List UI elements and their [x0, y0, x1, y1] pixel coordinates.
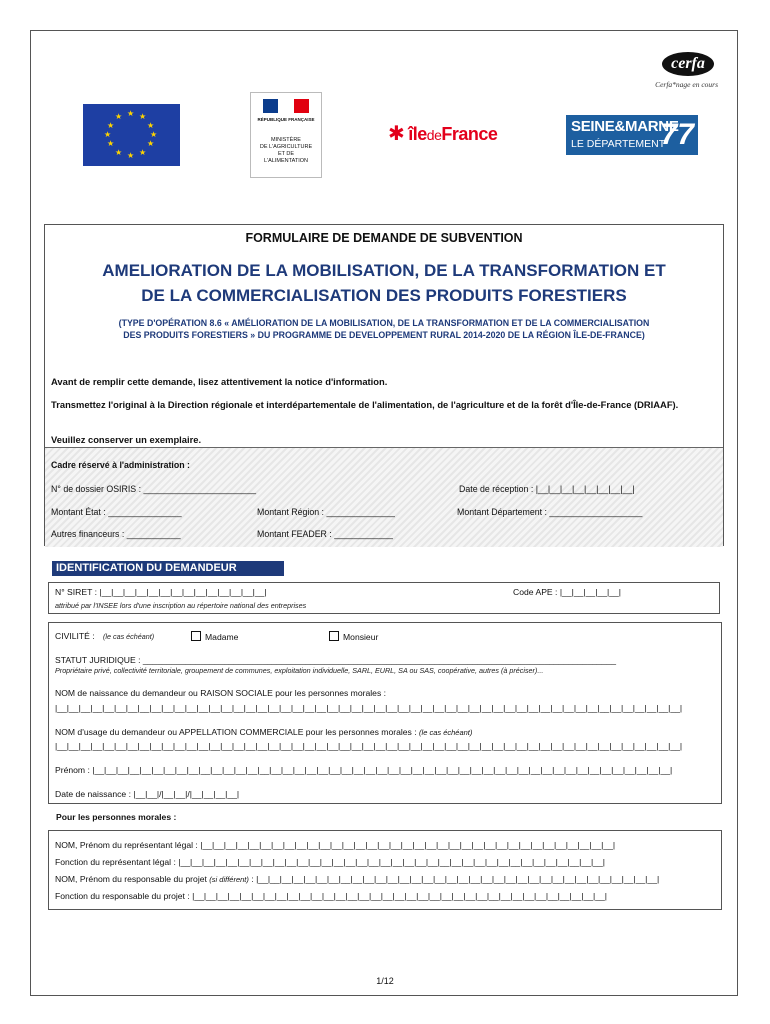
s77-line1: SEINE&MARNE — [571, 118, 679, 135]
subtitle-line2: DES PRODUITS FORESTIERS » DU PROGRAMME DE DEVELOPPEMENT RURAL 2014-2020 DE LA RÉGION ÎLE-DE-FRANCE) — [123, 330, 645, 340]
instruction-send-original: Transmettez l'original à la Direction régionale et interdépartementale de l'alimentation, de l'agriculture et de la forêt d'Île-de-France (DRIAAF). — [51, 399, 679, 410]
ministere-name: MINISTÈRE DE L'AGRICULTURE ET DE L'ALIMENTATION — [259, 137, 313, 164]
admin-montant-region-field[interactable]: Montant Région : ______________ — [257, 507, 395, 517]
ile-de-france-logo — [388, 121, 497, 146]
form-type: FORMULAIRE DE DEMANDE DE SUBVENTION — [245, 231, 523, 245]
main-title — [45, 258, 723, 308]
admin-reserved-box — [45, 447, 723, 547]
nom-usage-label — [55, 727, 472, 737]
responsable-nom-field[interactable] — [55, 874, 715, 884]
demandeur-box — [48, 622, 722, 804]
madame-checkbox-box[interactable] — [191, 631, 201, 641]
responsable-nom-note: (si différent) — [209, 875, 249, 884]
page-number: 1/12 — [376, 976, 394, 986]
admin-montant-etat-field[interactable]: Montant État : _______________ — [51, 507, 182, 517]
s77-number: 77 — [660, 118, 694, 151]
responsable-nom-cells[interactable]: : |__|__|__|__|__|__|__|__|__|__|__|__|__|__|__|__|__|__|__|__|__|__|__|__|__|__|__|__|__|__|__|__|__|__| — [251, 874, 660, 884]
main-title-line1: AMELIORATION DE LA MOBILISATION, DE LA TRANSFORMATION ET — [102, 261, 666, 280]
statut-juridique-note: Propriétaire privé, collectivité territoriale, groupement de communes, exploitation individuelle, SARL, EURL, SA ou SAS, coopérative, autres (à préciser)... — [55, 666, 544, 675]
admin-montant-feader-field[interactable]: Montant FEADER : ____________ — [257, 529, 393, 539]
representant-fonction-field[interactable]: Fonction du représentant légal : |__|__|__|__|__|__|__|__|__|__|__|__|__|__|__|__|__|__|__|__|__|__|__|__|__|__|__|__|__|__|__|__|__|__|__|__| — [55, 857, 605, 867]
instruction-read-notice: Avant de remplir cette demande, lisez attentivement la notice d'information. — [51, 376, 388, 387]
idf-star-icon: ✱ — [388, 123, 405, 145]
admin-dossier-field[interactable]: N° de dossier OSIRIS : _______________________ — [51, 484, 257, 494]
madame-label: Madame — [205, 632, 239, 642]
representant-nom-field[interactable]: NOM, Prénom du représentant légal : |__|__|__|__|__|__|__|__|__|__|__|__|__|__|__|__|__|__|__|__|__|__|__|__|__|__|__|__|__|__|__|__|__|__|__| — [55, 840, 616, 850]
monsieur-checkbox-box[interactable] — [329, 631, 339, 641]
siret-note: attribué par l'INSEE lors d'une inscription au répertoire national des entreprises — [55, 601, 307, 610]
monsieur-checkbox[interactable] — [329, 631, 378, 642]
admin-date-reception-field[interactable]: Date de réception : |__|__|__|__|__|__|__|__| — [459, 484, 635, 494]
responsable-fonction-field[interactable]: Fonction du responsable du projet : |__|__|__|__|__|__|__|__|__|__|__|__|__|__|__|__|__|__|__|__|__|__|__|__|__|__|__|__|__|__|__|__|__|__|__| — [55, 891, 608, 901]
admin-heading: Cadre réservé à l'administration : — [51, 460, 190, 470]
admin-autres-financeurs-field[interactable]: Autres financeurs : ___________ — [51, 529, 181, 539]
eu-flag-logo: ★ ★ ★ ★ ★ ★ ★ ★ ★ ★ ★ ★ — [83, 104, 180, 166]
admin-montant-departement-field[interactable]: Montant Département : ___________________ — [457, 507, 643, 517]
siret-box — [48, 582, 720, 614]
civilite-note: (le cas échéant) — [103, 632, 155, 641]
republique-francaise-label: RÉPUBLIQUE FRANÇAISE — [257, 117, 315, 122]
cerfa-logo: cerfa — [662, 52, 714, 76]
idf-france: France — [441, 124, 498, 144]
nom-usage-cells[interactable]: |__|__|__|__|__|__|__|__|__|__|__|__|__|__|__|__|__|__|__|__|__|__|__|__|__|__|__|__|__|__|__|__|__|__|__|__|__|__|__|__|__|__|__|__|__|__|__|__|__|__|__|__|__| — [55, 741, 683, 751]
monsieur-label: Monsieur — [343, 632, 379, 642]
cerfa-note: Cerfa*nage en cours — [655, 80, 718, 89]
nom-usage-note: (le cas échéant) — [419, 728, 473, 737]
s77-line2: LE DÉPARTEMENT — [571, 138, 666, 150]
main-title-line2: DE LA COMMERCIALISATION DES PRODUITS FORESTIERS — [141, 286, 627, 305]
seine-et-marne-logo — [566, 115, 698, 155]
idf-ile: île — [408, 124, 427, 144]
responsable-nom-label: NOM, Prénom du responsable du projet — [55, 874, 207, 884]
idf-de: de — [426, 127, 442, 143]
prenom-field[interactable]: Prénom : |__|__|__|__|__|__|__|__|__|__|__|__|__|__|__|__|__|__|__|__|__|__|__|__|__|__|__|__|__|__|__|__|__|__|__|__|__|__|__|__|__|__|__|__|__|__|__|__|__| — [55, 765, 673, 775]
nom-naissance-cells[interactable]: |__|__|__|__|__|__|__|__|__|__|__|__|__|__|__|__|__|__|__|__|__|__|__|__|__|__|__|__|__|__|__|__|__|__|__|__|__|__|__|__|__|__|__|__|__|__|__|__|__|__|__|__|__| — [55, 703, 683, 713]
madame-checkbox[interactable] — [191, 631, 238, 642]
subtitle — [45, 317, 723, 341]
civilite-label: CIVILITÉ : — [55, 631, 95, 641]
ministere-agriculture-logo — [250, 92, 322, 178]
nom-usage-text: NOM d'usage du demandeur ou APPELLATION COMMERCIALE pour les personnes morales : — [55, 727, 417, 737]
statut-juridique-field[interactable]: STATUT JURIDIQUE : ___________________________________________________________________________________________________ — [55, 655, 617, 665]
identification-banner: IDENTIFICATION DU DEMANDEUR — [52, 561, 284, 576]
title-box — [44, 224, 724, 546]
nom-naissance-label: NOM de naissance du demandeur ou RAISON SOCIALE pour les personnes morales : — [55, 688, 387, 698]
date-naissance-field[interactable]: Date de naissance : |__|__|/|__|__|/|__|__|__|__| — [55, 789, 240, 799]
subtitle-line1: (TYPE D'OPÉRATION 8.6 « AMÉLIORATION DE LA MOBILISATION, DE LA TRANSFORMATION ET DE LA COMMERCIALISATION — [118, 318, 650, 328]
personnes-morales-heading: Pour les personnes morales : — [56, 812, 177, 822]
code-ape-field[interactable]: Code APE : |__|__|__|__|__| — [513, 587, 622, 597]
siret-field[interactable]: N° SIRET : |__|__|__|__|__|__|__|__|__|__|__|__|__|__| — [55, 587, 267, 597]
instruction-keep-copy: Veuillez conserver un exemplaire. — [51, 434, 202, 445]
french-flag-icon — [263, 99, 309, 113]
personnes-morales-box — [48, 830, 722, 910]
